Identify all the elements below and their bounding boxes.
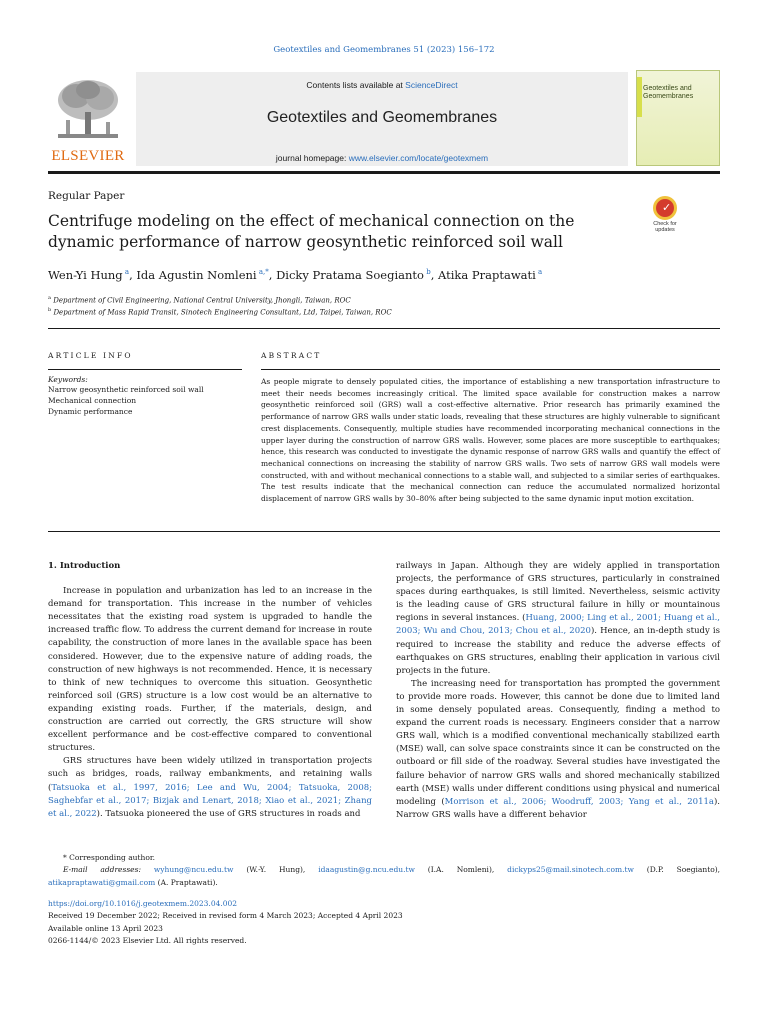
abstract-rule (261, 369, 720, 370)
elsevier-tree-icon (52, 76, 124, 142)
author-name[interactable]: Dicky Pratama Soegianto (276, 268, 424, 282)
journal-cover-thumbnail[interactable] (636, 70, 720, 166)
author-list: Wen-Yi Hung $^a$, Ida Agustin Nomleni $^{a,*}$, Dicky Pratama Soegianto $^b$, Atika Praptawati $^a$ (48, 268, 543, 282)
email-label: E-mail addresses: (63, 865, 142, 875)
abstract-bottom-rule (48, 531, 720, 532)
elsevier-logo[interactable] (48, 70, 128, 166)
contents-prefix: Contents lists available at (306, 80, 406, 90)
article-front-matter (48, 898, 403, 948)
author-name[interactable]: Wen-Yi Hung (48, 268, 123, 282)
body-right-column (396, 560, 720, 822)
section-heading-introduction: 1. Introduction (48, 561, 121, 571)
abstract-text: As people migrate to densely populated cities, the importance of establishing a new transportation infrastructure to meet their needs becomes increasingly critical. The limited space available for construction makes a narrow geosynthetic reinforced soil (GRS) wall a cost-effective alternative. Prior research has primarily examined the performance of narrow GRS walls under static loads, revealing that these structures are highly vulnerable to significant crest displacements. Consequently, multiple studies have recommended incorporating mechanical connections in the upper layer during the construction of narrow GRS walls. However, some places are more susceptible to earthquakes; hence, this research was conducted to investigate the dynamic response of narrow GRS walls and quantify the effect of mechanical connections on increasing the stability of narrow GRS walls. Two sets of narrow GRS wall models were constructed, with and without mechanical connections to a stable wall, and subjected to a similar series of earthquakes. The test results indicate that the mechanical connection can reduce the accumulated normalized horizontal displacement of narrow GRS walls by 30–80% after being subjected to the same dynamic input motion excitation. (261, 377, 720, 504)
check-updates-icon: ✓ (653, 196, 677, 220)
sciencedirect-link[interactable]: ScienceDirect (405, 80, 458, 90)
article-type: Regular Paper (48, 190, 125, 202)
header-rule (48, 328, 720, 329)
reference-links[interactable]: Huang, 2000; Ling et al., 2001; Huang et al., 2003; Wu and Chou, 2013; Chou et al., 2020 (396, 613, 721, 637)
copyright-notice: 0266-1144/© 2023 Elsevier Ltd. All rights reserved. (48, 936, 247, 946)
journal-title[interactable]: Geotextiles and Geomembranes (266, 109, 498, 126)
homepage-prefix: journal homepage: (275, 153, 349, 163)
publisher-logo-text: ELSEVIER (51, 148, 125, 164)
author-name[interactable]: Atika Praptawati (438, 268, 536, 282)
body-paragraph: Increase in population and urbanization has led to an increase in the demand for transportation. This increase in the number of vehicles necessitates that the existing road system is upgraded to handle the increased traffic flow. To address the current demand for increase in route capability, the construction of more lanes in the available space has been considered. However, due to the expensive nature of adding roads, the construction of new highways is not recommended. Hence, it is necessary to think of new techniques to overcome this situation. Geosynthetic reinforced soil (GRS) structure is a low cost would be an alternative to expanding existing roads. Further, if the materials, design, and construction are carried out correctly, the GRS structure will show excellent performance and be cost-effective compared to conventional structures. (48, 586, 372, 754)
keywords-label: Keywords: (48, 375, 88, 384)
journal-homepage-link[interactable]: www.elsevier.com/locate/geotexmem (348, 153, 489, 163)
cover-title: Geotextiles and Geomembranes (643, 85, 694, 100)
affiliation: $^a$ Department of Civil Engineering, National Central University, Jhongli, Taiwan, ROC (48, 295, 351, 305)
email-link[interactable]: atikapraptawati@gmail.com (48, 877, 156, 887)
keyword: Mechanical connection (48, 396, 137, 405)
check-for-updates-badge[interactable] (648, 196, 682, 232)
masthead-rule (48, 171, 720, 174)
email-link[interactable]: idaagustin@g.ncu.edu.tw (318, 865, 415, 875)
cover-stripe (637, 77, 642, 117)
author-affil-sup[interactable]: b (426, 268, 431, 277)
footnotes (48, 852, 720, 889)
body-paragraph: railways in Japan. Although they are widely applied in transportation projects, the performance of GRS structures, particularly in constrained spaces during earthquakes, is still limited. Nevertheless, seismic activity is the leading cause of GRS structural failure in hilly or mountainous regions in several instances. (Huang, 2000; Ling et al., 2001; Huang et al., 2003; Wu and Chou, 2013; Chou et al., 2020). Hence, an in-depth study is required to increase the stability and reduce the adverse effects of earthquakes on GRS structures, enabling their application in various civil projects in the future. (396, 561, 721, 676)
reference-links[interactable]: Tatsuoka et al., 1997, 2016; Lee and Wu, 2004; Tatsuoka, 2008; Saghebfar et al., 2017; Bizjak and Lenart, 2018; Xiao et al., 2021; Zhang et al., 2022 (48, 782, 372, 819)
body-left-column (48, 560, 372, 821)
email-link[interactable]: dickyps25@mail.sinotech.com.tw (507, 865, 634, 875)
author-affil-sup[interactable]: a (124, 268, 130, 277)
corresponding-author-note: * Corresponding author. (63, 853, 156, 862)
received-dates: Received 19 December 2022; Received in revised form 4 March 2023; Accepted 4 April 2023 (48, 911, 403, 921)
abstract-heading: ABSTRACT (261, 351, 322, 360)
running-head[interactable]: Geotextiles and Geomembranes 51 (2023) 156–172 (273, 45, 495, 55)
email-addresses-line: E-mail addresses: wyhung@ncu.edu.tw (W.-Y. Hung), idaagustin@g.ncu.edu.tw (I.A. Nomleni), dickyps25@mail.sinotech.com.tw (D.P. Soegianto), (63, 865, 721, 875)
masthead-center-panel (136, 72, 628, 166)
journal-homepage-line (136, 153, 628, 163)
body-paragraph: The increasing need for transportation has prompted the government to provide more roads. However, this cannot be done due to limited land in some densely populated areas. Consequently, finding a method to expand the current roads is necessary. Engineers consider that a narrow GRS wall, which is a modified conventional mechanically stabilized earth (MSE) wall, can solve space constraints since it can be constructed on the outboard or fill side of the roadway. Several studies have investigated the failure behavior of narrow GRS walls and shored mechanically stabilized earth (MSE) walls under different conditions using physical and numerical modeling (Morrison et al., 2006; Woodruff, 2003; Yang et al., 2011a). Narrow GRS walls have a different behavior (396, 678, 720, 820)
keyword: Narrow geosynthetic reinforced soil wall (48, 385, 204, 394)
body-paragraph: GRS structures have been widely utilized in transportation projects such as bridges, roads, railway embankments, and retaining walls (Tatsuoka et al., 1997, 2016; Lee and Wu, 2004; Tatsuoka, 2008; Saghebfar et al., 2017; Bizjak and Lenart, 2018; Xiao et al., 2021; Zhang et al., 2022). Tatsuoka pioneered the use of GRS structures in roads and (48, 756, 372, 819)
author-name[interactable]: Ida Agustin Nomleni (136, 268, 257, 282)
reference-links[interactable]: Morrison et al., 2006; Woodruff, 2003; Yang et al., 2011a (444, 796, 714, 807)
article-title: Centrifuge modeling on the effect of mechanical connection on the dynamic performance of narrow geosynthetic reinforced soil wall (48, 212, 575, 251)
journal-masthead (48, 70, 720, 166)
doi-link[interactable]: https://doi.org/10.1016/j.geotexmem.2023.04.002 (48, 899, 238, 908)
check-updates-label: Check for updates (653, 221, 677, 233)
email-link[interactable]: wyhung@ncu.edu.tw (153, 865, 234, 875)
contents-line (136, 80, 628, 90)
available-online-date: Available online 13 April 2023 (48, 923, 163, 933)
affiliation: $^b$ Department of Mass Rapid Transit, Sinotech Engineering Consultant, Ltd, Taipei, Taiwan, ROC (48, 307, 392, 317)
author-affil-sup[interactable]: a,* (258, 268, 269, 277)
article-info-heading: ARTICLE INFO (48, 351, 133, 360)
author-affil-sup[interactable]: a (538, 268, 543, 277)
keyword: Dynamic performance (48, 407, 133, 416)
article-info-rule (48, 369, 242, 370)
email-addresses-line: atikapraptawati@gmail.com (A. Praptawati). (48, 877, 218, 887)
